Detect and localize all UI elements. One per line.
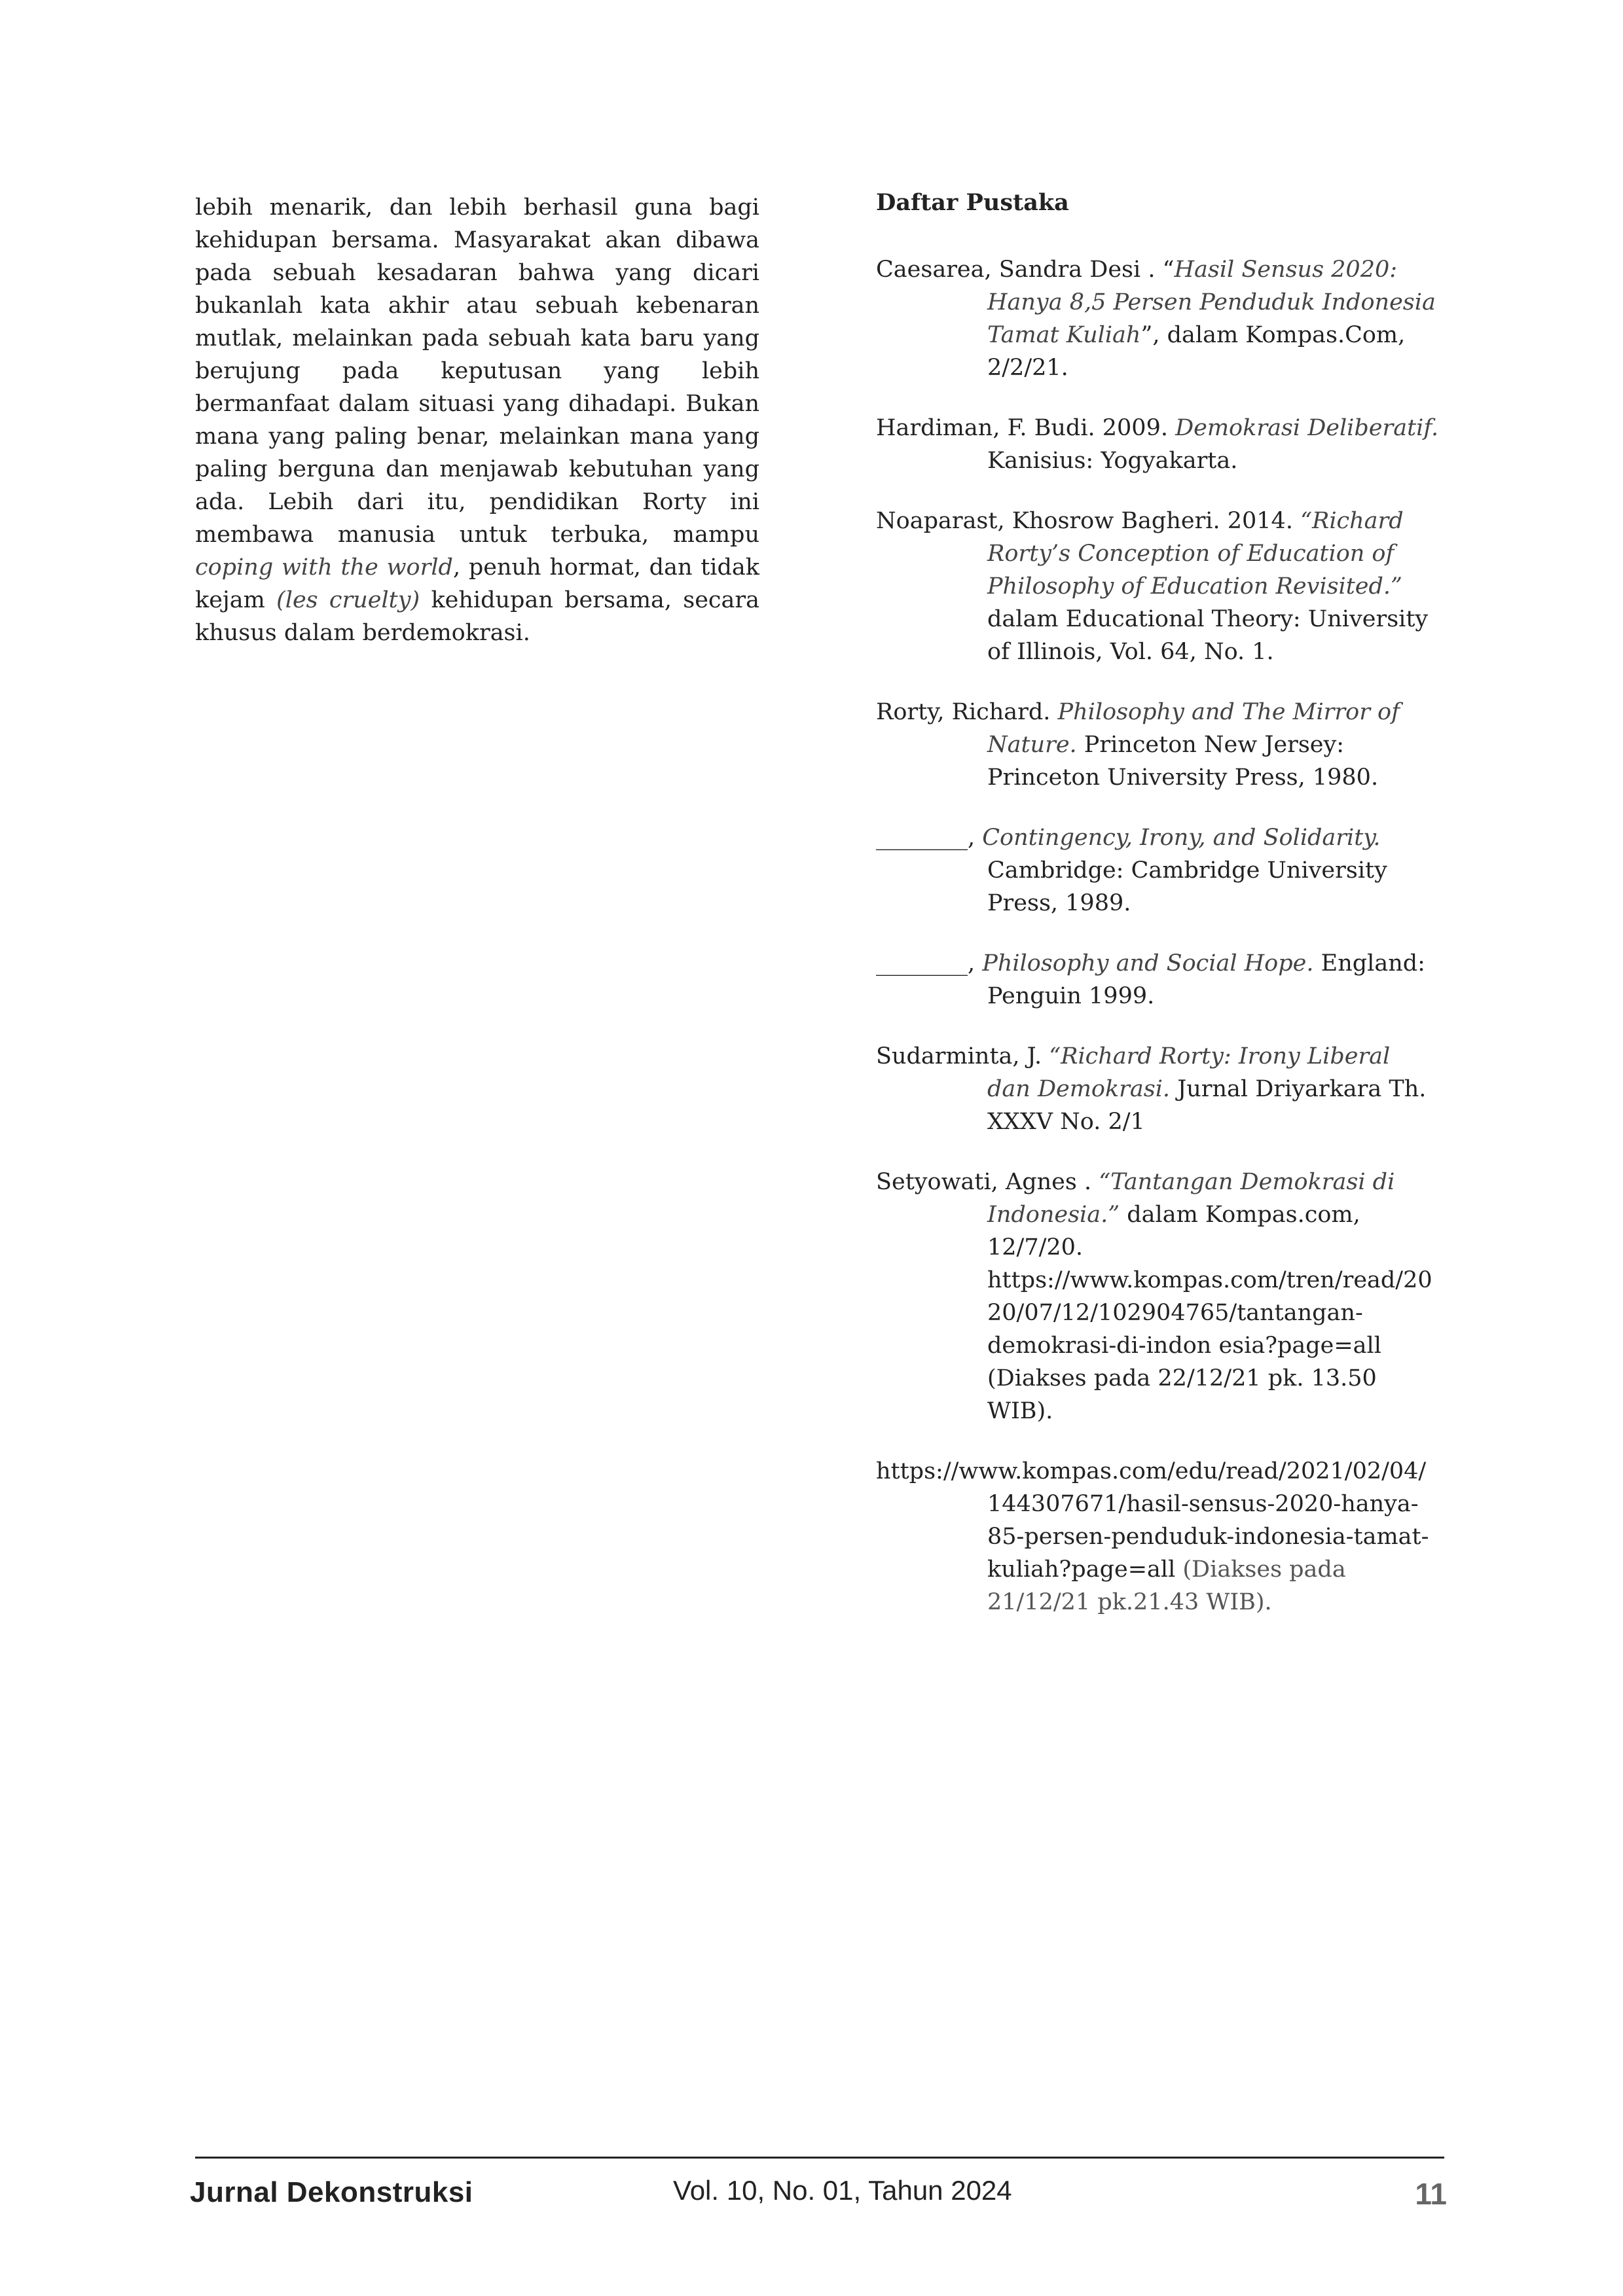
ref-access-note: (Diakses pada 21/12/21 pk.21.43 WIB). bbox=[987, 1556, 1346, 1615]
reference-entry bbox=[876, 1455, 1440, 1619]
reference-entry bbox=[876, 821, 1440, 920]
ref-title: Philosophy and The Mirror of Nature. bbox=[987, 699, 1400, 758]
body-text-coping: coping with the world bbox=[195, 554, 453, 581]
ref-source: Kanisius: Yogyakarta. bbox=[987, 448, 1238, 474]
ref-url: https://www.kompas.com/edu/read/2021/02/04/144307671/hasil-sensus-2020-hanya-85-persen-penduduk-indonesia-tamat-kuliah?page=all bbox=[876, 1458, 1429, 1583]
ref-title: Contingency, Irony, and Solidarity. bbox=[982, 825, 1381, 851]
page-footer bbox=[190, 2176, 1447, 2222]
ref-author: Hardiman, F. Budi. 2009. bbox=[876, 415, 1176, 441]
ref-author: Setyowati, Agnes . bbox=[876, 1169, 1099, 1195]
ref-author: Rorty, Richard. bbox=[876, 699, 1058, 725]
reference-entry bbox=[876, 412, 1440, 477]
reference-entry bbox=[876, 1166, 1440, 1427]
ref-title: “Tantangan Demokrasi di Indonesia.” bbox=[987, 1169, 1395, 1228]
volume-info: Vol. 10, No. 01, Tahun 2024 bbox=[673, 2175, 1012, 2206]
body-text-part2: , penuh hormat, dan tidak kejam bbox=[195, 554, 759, 613]
footer-divider bbox=[195, 2157, 1444, 2159]
reference-entry bbox=[876, 1040, 1440, 1138]
reference-entry bbox=[876, 696, 1440, 794]
body-text-part3: kehidupan bersama, secara khusus dalam berdemokrasi. bbox=[195, 587, 759, 646]
ref-source: Cambridge: Cambridge University Press, 1989. bbox=[987, 857, 1387, 916]
page-number: 11 bbox=[1415, 2177, 1447, 2211]
ref-title: Hasil Sensus 2020: Hanya 8,5 Persen Penduduk Indonesia Tamat Kuliah bbox=[987, 257, 1436, 348]
ref-title: Demokrasi Deliberatif. bbox=[1175, 415, 1439, 441]
references-column bbox=[876, 187, 1440, 1646]
body-text-part1: lebih menarik, dan lebih berhasil guna bagi kehidupan bersama. Masyarakat akan dibawa pada sebuah kesadaran bahwa yang dicari bukanlah kata akhir atau sebuah kebenaran mutlak, melainkan pada sebuah kata baru yang berujung pada keputusan yang lebih bermanfaat dalam situasi yang dihadapi. Bukan mana yang paling benar, melainkan mana yang paling berguna dan menjawab kebutuhan yang ada. Lebih dari itu, pendidikan Rorty ini membawa manusia untuk terbuka, mampu bbox=[195, 194, 759, 548]
ref-title: “Richard Rorty’s Conception of Education of Philosophy of Education Revisited.” bbox=[987, 508, 1404, 600]
ref-author: ________, bbox=[876, 950, 983, 977]
ref-source: dalam Educational Theory: University of Illinois, Vol. 64, No. 1. bbox=[987, 606, 1429, 665]
reference-entry bbox=[876, 505, 1440, 668]
ref-author: Noaparast, Khosrow Bagheri. 2014. bbox=[876, 508, 1301, 534]
body-column bbox=[195, 191, 759, 649]
ref-title: “Richard Rorty: Irony Liberal dan Demokrasi. bbox=[987, 1043, 1391, 1102]
ref-title: Philosophy and Social Hope. bbox=[982, 950, 1314, 977]
body-text-cruelty: (les cruelty) bbox=[276, 587, 420, 613]
ref-source: ”, dalam Kompas.Com, 2/2/21. bbox=[987, 322, 1406, 381]
references-heading: Daftar Pustaka bbox=[876, 189, 1069, 216]
reference-entry bbox=[876, 947, 1440, 1013]
ref-author: Caesarea, Sandra Desi . “ bbox=[876, 257, 1175, 283]
ref-source: Princeton New Jersey: Princeton University Press, 1980. bbox=[987, 732, 1379, 791]
ref-author: ________, bbox=[876, 825, 983, 851]
ref-source: dalam Kompas.com, 12/7/20. https://www.kompas.com/tren/read/2020/07/12/102904765/tantangan-demokrasi-di-indon esia?page=all (Diakses pada 22/12/21 pk. 13.50 WIB). bbox=[987, 1202, 1432, 1424]
body-paragraph bbox=[195, 191, 759, 649]
journal-name: Jurnal Dekonstruksi bbox=[190, 2176, 473, 2208]
ref-author: Sudarminta, J. bbox=[876, 1043, 1049, 1069]
ref-source: Jurnal Driyarkara Th. XXXV No. 2/1 bbox=[987, 1076, 1427, 1135]
reference-entry bbox=[876, 253, 1440, 384]
ref-source: England: Penguin 1999. bbox=[987, 950, 1425, 1009]
